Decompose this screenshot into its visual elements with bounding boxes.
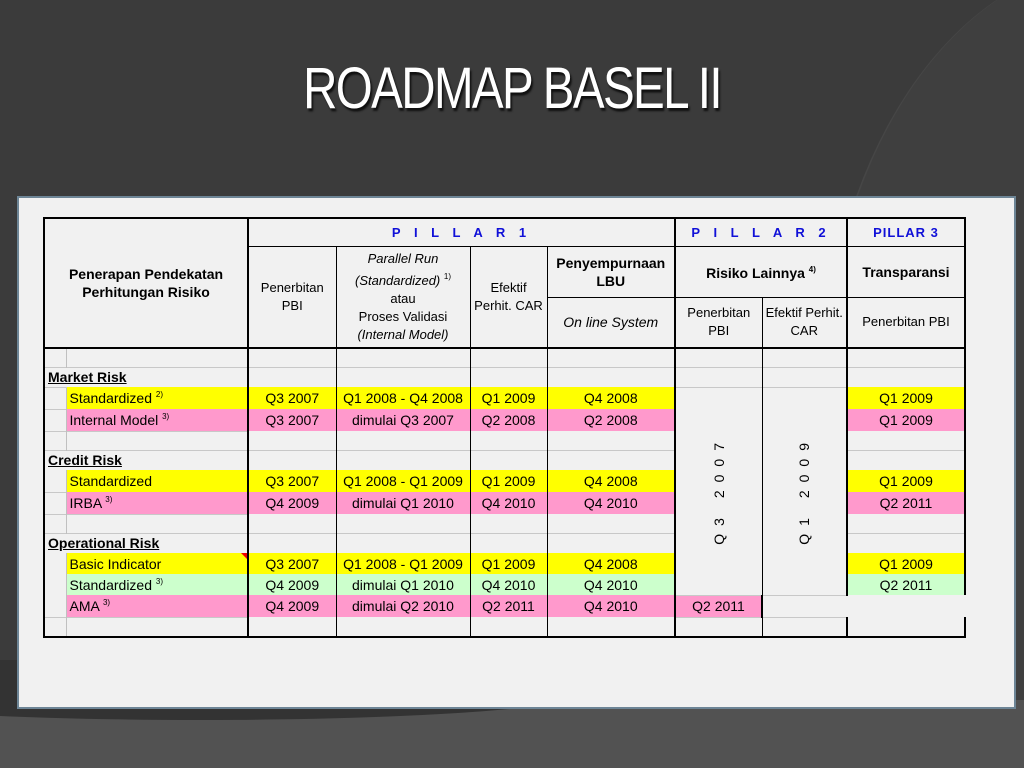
table-row (44, 387, 965, 409)
indent-cell (44, 595, 66, 617)
spacer-cell (44, 348, 66, 367)
comment-indicator-icon (241, 553, 247, 559)
empty-cell (675, 367, 762, 387)
spacer-cell (470, 431, 547, 450)
indent-cell (44, 470, 66, 492)
header-parallel-run-line1: Parallel Run (367, 250, 439, 266)
spacer-cell (847, 348, 965, 367)
row-label-text: Standardized (69, 473, 153, 489)
pillar2-penerbitan-vertical (675, 387, 762, 595)
spacer-cell (470, 514, 547, 533)
footnote-marker: 3) (105, 494, 113, 504)
spacer-cell (248, 514, 336, 533)
row-label-text: AMA (69, 597, 100, 614)
empty-cell (547, 533, 675, 553)
footnote-marker: 1) (443, 271, 452, 281)
empty-cell (336, 367, 470, 387)
cell-transparansi: Q2 2011 (847, 492, 965, 514)
empty-cell (336, 533, 470, 553)
cell-efektif-car: Q2 2008 (470, 409, 547, 431)
spacer-cell (547, 514, 675, 533)
footnote-marker: 2) (155, 390, 164, 399)
empty-cell (248, 533, 336, 553)
indent-cell (44, 553, 66, 574)
header-p3-penerbitan-text: Penerbitan PBI (862, 314, 950, 330)
cell-lbu: Q4 2008 (547, 553, 675, 574)
cell-transparansi: Q2 2011 (847, 574, 965, 595)
slide-title: ROADMAP BASEL II (303, 56, 721, 121)
cell-lbu: Q2 2008 (547, 409, 675, 431)
cell-lbu: Q4 2008 (547, 387, 675, 409)
indent-cell (44, 387, 66, 409)
header-p2-efektif-car (762, 297, 847, 348)
header-parallel-run (336, 246, 470, 348)
spacer-cell (762, 617, 847, 637)
header-penerbitan-pbi (248, 246, 336, 348)
cell-transparansi: Q2 2011 (675, 595, 762, 617)
footnote-marker: 3) (102, 597, 111, 607)
roadmap-table (43, 217, 966, 638)
spacer-cell (66, 348, 248, 367)
header-p3-penerbitan-pbi (847, 297, 965, 348)
table-row (44, 595, 965, 617)
empty-cell (470, 450, 547, 470)
spacer-cell (470, 348, 547, 367)
indent-cell (44, 574, 66, 595)
cell-lbu: Q4 2010 (547, 574, 675, 595)
cell-penerbitan-pbi: Q4 2009 (248, 595, 336, 617)
footnote-marker: 3) (162, 411, 170, 421)
header-risiko-lainnya-text: Risiko Lainnya (706, 265, 805, 281)
row-label (66, 387, 248, 409)
header-p2-penerbitan-pbi (675, 297, 762, 348)
header-parallel-run-line4: Proses Validasi (358, 308, 448, 324)
cell-transparansi: Q1 2009 (847, 387, 965, 409)
row-label (66, 492, 248, 514)
header-pillar-3: PILLAR 3 (847, 218, 965, 246)
header-parallel-run-line3: atau (390, 290, 416, 306)
cell-penerbitan-pbi: Q3 2007 (248, 553, 336, 574)
indent-cell (44, 492, 66, 514)
section-market-risk: Market Risk (44, 367, 248, 387)
cell-penerbitan-pbi: Q3 2007 (248, 409, 336, 431)
header-parallel-run-line5: (Internal Model) (357, 326, 449, 342)
spacer-cell (66, 431, 248, 450)
header-pillar-1: P I L L A R 1 (248, 218, 675, 246)
cell-transparansi: Q1 2009 (847, 470, 965, 492)
row-label-text: Standardized (69, 576, 153, 593)
spacer-cell (248, 431, 336, 450)
header-transparansi: Transparansi (847, 246, 965, 297)
pillar2-penerbitan-vertical-text: Q3 2007 (710, 434, 727, 545)
empty-cell (847, 367, 965, 387)
cell-transparansi: Q1 2009 (847, 409, 965, 431)
spacer-cell (44, 514, 66, 533)
footnote-marker: 3) (155, 576, 164, 586)
pillar2-efektif-vertical-text: Q1 2009 (796, 434, 813, 545)
row-label (66, 470, 248, 492)
cell-parallel-run: Q1 2008 - Q1 2009 (336, 470, 470, 492)
empty-cell (470, 533, 547, 553)
header-parallel-run-line2: (Standardized) (354, 272, 441, 288)
header-efektif-car (470, 246, 547, 348)
row-label (66, 409, 248, 431)
spacer-cell (336, 431, 470, 450)
cell-lbu: Q4 2010 (547, 492, 675, 514)
spacer-cell (547, 348, 675, 367)
cell-efektif-car: Q4 2010 (470, 574, 547, 595)
cell-lbu: Q4 2010 (547, 595, 675, 617)
cell-parallel-run: dimulai Q1 2010 (336, 574, 470, 595)
footnote-marker: 4) (808, 265, 816, 274)
spacer-cell (336, 514, 470, 533)
row-label (66, 574, 248, 595)
header-row-label (44, 218, 248, 348)
row-label-text: Internal Model (69, 411, 159, 428)
cell-penerbitan-pbi: Q4 2009 (248, 574, 336, 595)
row-label (66, 553, 248, 574)
cell-efektif-car: Q1 2009 (470, 470, 547, 492)
content-panel (17, 196, 1016, 709)
empty-cell (248, 367, 336, 387)
spacer-cell (470, 617, 547, 637)
row-label (66, 595, 248, 617)
header-efektif-car-text: Efektif Perhit. CAR (474, 279, 543, 313)
spacer-cell (66, 617, 248, 637)
header-penerbitan-pbi-text: Penerbitan PBI (260, 279, 324, 313)
empty-cell (847, 450, 965, 470)
spacer-cell (675, 348, 762, 367)
header-penyempurnaan-lbu: Penyempurnaan LBU (547, 246, 675, 297)
empty-cell (762, 367, 847, 387)
indent-cell (44, 409, 66, 431)
cell-efektif-car: Q2 2011 (470, 595, 547, 617)
spacer-cell (66, 514, 248, 533)
spacer-cell (847, 514, 965, 533)
cell-efektif-car: Q1 2009 (470, 387, 547, 409)
spacer-cell (675, 617, 762, 637)
spacer-cell (762, 348, 847, 367)
row-label-text: IRBA (69, 494, 102, 511)
spacer-cell (547, 431, 675, 450)
empty-cell (470, 367, 547, 387)
row-label-text: Basic Indicator (69, 555, 162, 572)
header-row-label-text: Penerapan Pendekatan Perhitungan Risiko (68, 266, 224, 300)
cell-penerbitan-pbi: Q4 2009 (248, 492, 336, 514)
row-label-text: Standardized (69, 390, 153, 406)
header-p2-efektif-text: Efektif Perhit. CAR (765, 305, 843, 339)
spacer-cell (547, 617, 675, 637)
pillar2-efektif-vertical (762, 387, 847, 595)
section-credit-risk: Credit Risk (44, 450, 248, 470)
cell-transparansi: Q1 2009 (847, 553, 965, 574)
header-online-system: On line System (547, 297, 675, 348)
cell-efektif-car: Q4 2010 (470, 492, 547, 514)
header-risiko-lainnya (675, 246, 847, 297)
spacer-cell (44, 617, 66, 637)
cell-parallel-run: Q1 2008 - Q4 2008 (336, 387, 470, 409)
empty-cell (336, 450, 470, 470)
cell-parallel-run: Q1 2008 - Q1 2009 (336, 553, 470, 574)
empty-cell (547, 367, 675, 387)
spacer-cell (44, 431, 66, 450)
header-pillar-2: P I L L A R 2 (675, 218, 847, 246)
cell-penerbitan-pbi: Q3 2007 (248, 387, 336, 409)
spacer-cell (847, 431, 965, 450)
cell-parallel-run: dimulai Q1 2010 (336, 492, 470, 514)
empty-cell (248, 450, 336, 470)
section-operational-risk: Operational Risk (44, 533, 248, 553)
spacer-cell (248, 617, 336, 637)
spacer-cell (248, 348, 336, 367)
cell-efektif-car: Q1 2009 (470, 553, 547, 574)
empty-cell (547, 450, 675, 470)
cell-penerbitan-pbi: Q3 2007 (248, 470, 336, 492)
header-p2-penerbitan-text: Penerbitan PBI (687, 305, 751, 339)
empty-cell (847, 533, 965, 553)
spacer-cell (847, 617, 965, 637)
spacer-cell (336, 348, 470, 367)
cell-parallel-run: dimulai Q2 2010 (336, 595, 470, 617)
cell-parallel-run: dimulai Q3 2007 (336, 409, 470, 431)
spacer-cell (336, 617, 470, 637)
cell-lbu: Q4 2008 (547, 470, 675, 492)
